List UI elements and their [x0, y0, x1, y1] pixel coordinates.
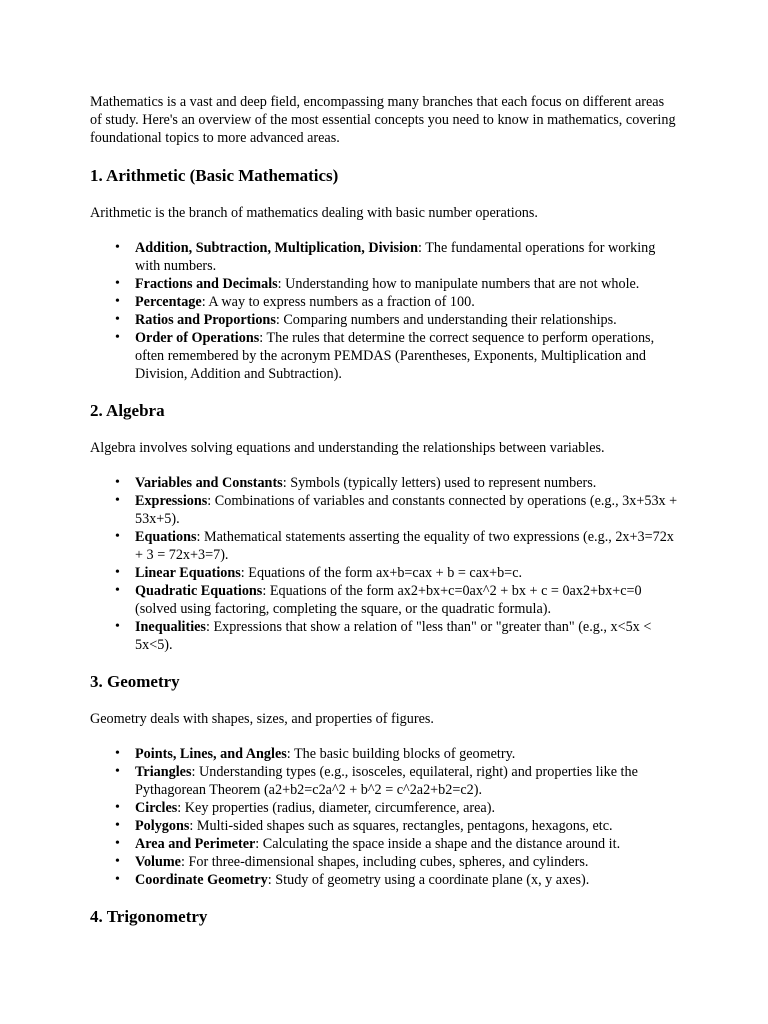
section-heading-trigonometry: 4. Trigonometry [90, 907, 208, 926]
list-item-term: Variables and Constants [135, 475, 283, 491]
list-item-term: Fractions and Decimals [135, 276, 278, 292]
list-item [135, 745, 678, 763]
list-item-text: : The fundamental operations for working with numbers. [135, 240, 656, 274]
section-heading-geometry: 3. Geometry [90, 672, 180, 691]
list-item [135, 311, 678, 329]
list-item-text: : Multi-sided shapes such as squares, rectangles, pentagons, hexagons, etc. [189, 818, 613, 834]
list-item-text: : Expressions that show a relation of "less than" or "greater than" (e.g., x<5x < 5x<5). [135, 619, 652, 653]
algebra-list [90, 474, 678, 654]
list-item-term: Polygons [135, 818, 190, 834]
list-item-text: : Equations of the form ax2+bx+c=0ax^2 + bx + c = 0ax2+bx+c=0 (solved using factoring, completing the square, or the quadratic formula). [135, 583, 642, 617]
intro-paragraph: Mathematics is a vast and deep field, encompassing many branches that each focus on different areas of study. Here's an overview of the most essential concepts you need to know in mathematics, covering foundational topics to more advanced areas. [90, 94, 676, 146]
list-item-term: Linear Equations [135, 565, 241, 581]
list-item-text: : Comparing numbers and understanding their relationships. [275, 312, 617, 328]
list-item-term: Coordinate Geometry [135, 872, 268, 888]
list-item [135, 239, 678, 275]
list-item-text: : Study of geometry using a coordinate plane (x, y axes). [267, 872, 590, 888]
list-item-term: Points, Lines, and Angles [135, 746, 287, 762]
list-item-term: Percentage [135, 294, 202, 310]
list-item-text: : Calculating the space inside a shape and the distance around it. [255, 836, 621, 852]
arithmetic-list [90, 239, 678, 383]
list-item-term: Expressions [135, 493, 208, 509]
list-item-text: : Mathematical statements asserting the equality of two expressions (e.g., 2x+3=72x + 3 = 72x+3=7). [135, 529, 674, 563]
list-item-text: : A way to express numbers as a fraction of 100. [201, 294, 475, 310]
section-intro-geometry: Geometry deals with shapes, sizes, and properties of figures. [90, 711, 434, 727]
list-item-term: Ratios and Proportions [135, 312, 276, 328]
list-item-text: : For three-dimensional shapes, including cubes, spheres, and cylinders. [180, 854, 589, 870]
list-item-text: : Key properties (radius, diameter, circumference, area). [177, 800, 495, 816]
list-item [135, 293, 678, 311]
section-heading-arithmetic: 1. Arithmetic (Basic Mathematics) [90, 166, 339, 185]
list-item [135, 835, 678, 853]
list-item-term: Addition, Subtraction, Multiplication, Division [135, 240, 419, 256]
list-item-text: : Understanding types (e.g., isosceles, equilateral, right) and properties like the Pythagorean Theorem (a2+b2=c2a^2 + b^2 = c^2a2+b2=c2). [135, 764, 638, 798]
list-item [135, 763, 678, 799]
list-item-text: : Combinations of variables and constants connected by operations (e.g., 3x+53x + 53x+5). [135, 493, 678, 527]
list-item-term: Circles [135, 800, 178, 816]
list-item-term: Area and Perimeter [135, 836, 256, 852]
list-item-term: Triangles [135, 764, 192, 780]
list-item-term: Inequalities [135, 619, 206, 635]
list-item-term: Order of Operations [135, 330, 260, 346]
list-item-term: Quadratic Equations [135, 583, 263, 599]
list-item-text: : Symbols (typically letters) used to represent numbers. [282, 475, 597, 491]
list-item-term: Volume [135, 854, 181, 870]
list-item [135, 871, 678, 889]
list-item [135, 474, 678, 492]
list-item [135, 329, 678, 383]
list-item-term: Equations [135, 529, 197, 545]
geometry-list [90, 745, 678, 889]
list-item-text: : The rules that determine the correct sequence to perform operations, often remembered by the acronym PEMDAS (Parentheses, Exponents, Multiplication and Division, Addition and Subtraction). [135, 330, 655, 382]
list-item [135, 564, 678, 582]
list-item [135, 799, 678, 817]
list-item-text: : Understanding how to manipulate numbers that are not whole. [277, 276, 640, 292]
list-item-text: : The basic building blocks of geometry. [286, 746, 516, 762]
list-item [135, 817, 678, 835]
list-item [135, 853, 678, 871]
list-item-text: : Equations of the form ax+b=cax + b = cax+b=c. [240, 565, 523, 581]
list-item [135, 618, 678, 654]
section-intro-algebra: Algebra involves solving equations and understanding the relationships between variables. [90, 440, 605, 456]
section-intro-arithmetic: Arithmetic is the branch of mathematics dealing with basic number operations. [90, 205, 538, 221]
section-heading-algebra: 2. Algebra [90, 401, 165, 420]
list-item [135, 528, 678, 564]
list-item [135, 492, 678, 528]
list-item [135, 582, 678, 618]
list-item [135, 275, 678, 293]
